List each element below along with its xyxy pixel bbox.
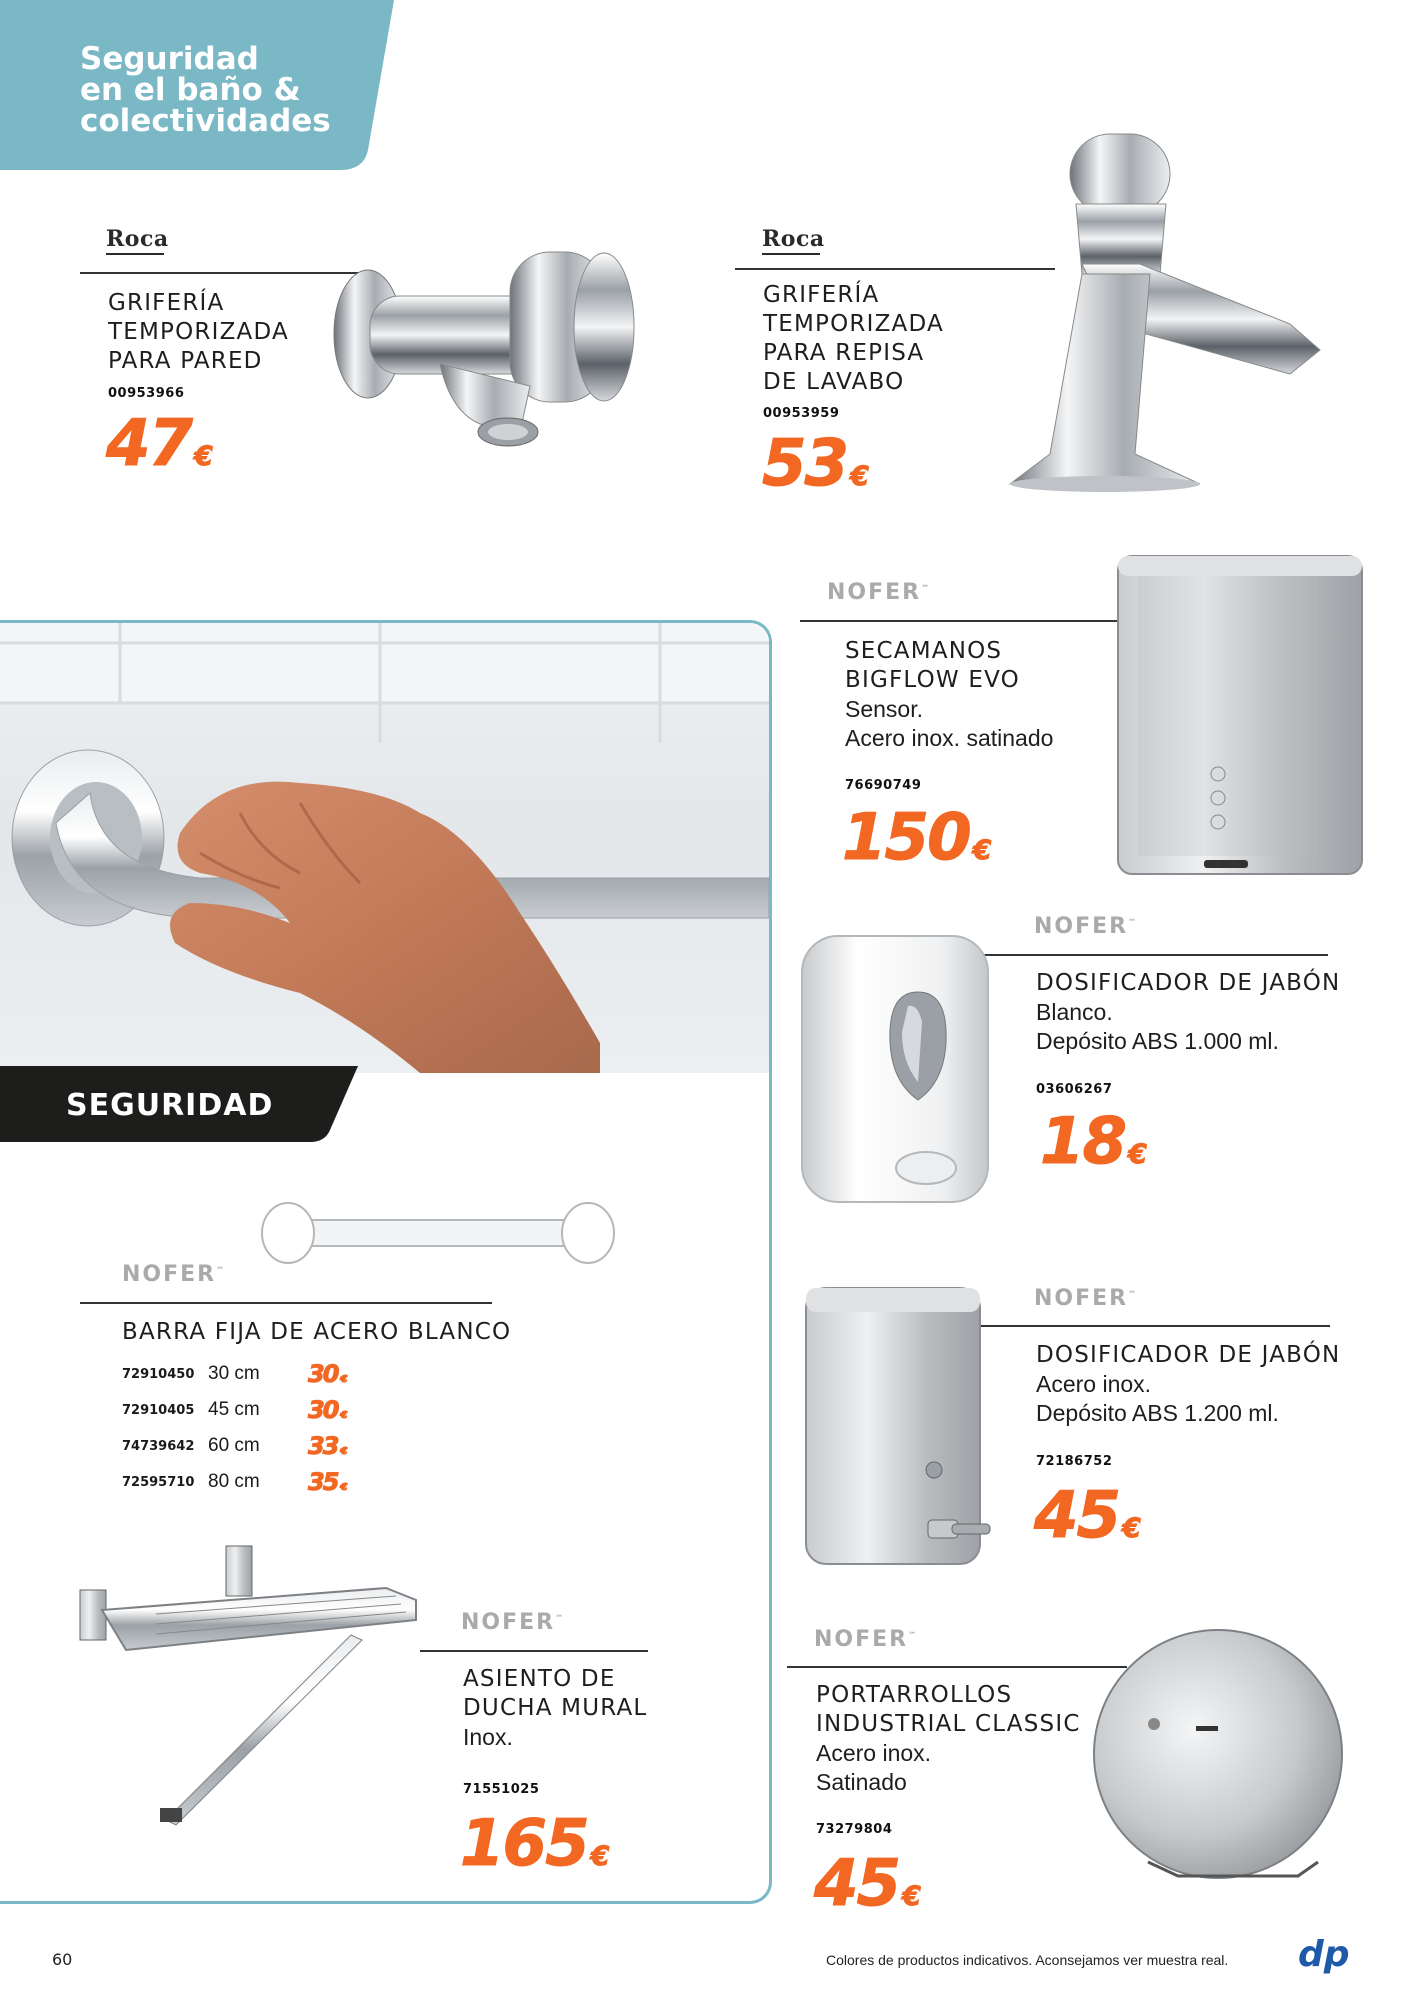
product-code: 73279804 [816,1822,893,1837]
variant-row [122,1392,347,1428]
variant-price: 30 € [308,1360,348,1388]
hand-dryer-image [1108,552,1368,882]
divider [943,954,1328,956]
variant-row [122,1464,347,1500]
product-name: DOSIFICADOR DE JABÓN [1036,1342,1341,1368]
brand-logo-roca: Roca [106,226,169,255]
section-title: Seguridad en el baño & colectividades [80,41,331,139]
brand-logo-nofer: NOFER™ [827,580,930,605]
variant-code: 74739642 [122,1438,195,1454]
product-price: 18 € [1040,1105,1147,1179]
svg-text:dp: dp [1298,1934,1350,1974]
footer-note: Colores de productos indicativos. Aconsejamos ver muestra real. [826,1952,1229,1968]
product-name: DOSIFICADOR DE JABÓN [1036,970,1341,996]
divider [80,272,370,274]
white-soap-dispenser-image [798,932,998,1212]
page-number: 60 [52,1950,73,1969]
dp-logo [1296,1934,1356,1974]
variant-size: 30 cm [208,1363,260,1384]
variant-code: 72910405 [122,1402,195,1418]
toilet-roll-holder-image [1088,1626,1346,1888]
product-description: Sensor. Acero inox. satinado [845,696,1054,751]
brand-logo-roca: Roca [762,226,825,255]
brand-logo-nofer: NOFER™ [814,1627,917,1652]
variant-size: 60 cm [208,1435,260,1456]
product-price: 165 € [460,1807,610,1881]
variant-size: 80 cm [208,1471,260,1492]
brand-logo-nofer: NOFER™ [461,1610,564,1635]
product-name: GRIFERÍA TEMPORIZADA PARA REPISA DE LAVABO [763,282,944,395]
divider [420,1650,648,1652]
variant-size: 45 cm [208,1399,260,1420]
variant-code: 72595710 [122,1474,195,1490]
divider [787,1666,1127,1668]
product-name: GRIFERÍA TEMPORIZADA PARA PARED [108,290,289,374]
product-description: Acero inox. Satinado [816,1740,932,1795]
product-price: 53 € [762,427,869,501]
divider [970,1325,1330,1327]
product-code: 03606267 [1036,1082,1113,1097]
divider [800,620,1118,622]
product-name: BARRA FIJA DE ACERO BLANCO [122,1319,512,1345]
product-price: 47 € [106,407,213,481]
white-grab-bar-image [258,1200,618,1266]
product-code: 72186752 [1036,1454,1113,1469]
product-code: 00953959 [763,406,840,421]
product-code: 76690749 [845,778,922,793]
product-price: 45 € [814,1847,921,1921]
variant-table [122,1356,347,1500]
variant-row [122,1428,347,1464]
brand-logo-nofer: NOFER™ [1034,1286,1137,1311]
product-description: Blanco. Depósito ABS 1.000 ml. [1036,999,1279,1054]
product-name: ASIENTO DE DUCHA MURAL [463,1666,648,1721]
brand-logo-nofer: NOFER™ [1034,914,1137,939]
wall-timed-tap-image [330,236,650,456]
steel-soap-dispenser-image [802,1284,1002,1574]
grab-bar-photo [0,623,769,1073]
divider [80,1302,492,1304]
variant-price: 35 € [308,1468,348,1496]
product-description: Acero inox. Depósito ABS 1.200 ml. [1036,1371,1279,1426]
variant-code: 72910450 [122,1366,195,1382]
product-code: 00953966 [108,386,185,401]
product-code: 71551025 [463,1782,540,1797]
product-price: 45 € [1034,1479,1141,1553]
wall-shower-seat-image [66,1540,426,1830]
product-description: Inox. [463,1724,513,1750]
grab-bar-hand-image [0,623,769,1073]
variant-price: 33 € [308,1432,348,1460]
variant-price: 30 € [308,1396,348,1424]
basin-timed-tap-image [990,124,1330,494]
brand-logo-nofer: NOFER™ [122,1262,225,1287]
safety-label: SEGURIDAD [66,1088,274,1123]
variant-row [122,1356,347,1392]
product-name: PORTARROLLOS INDUSTRIAL CLASSIC [816,1682,1081,1737]
product-price: 150 € [842,801,992,875]
product-name: SECAMANOS BIGFLOW EVO [845,638,1020,693]
